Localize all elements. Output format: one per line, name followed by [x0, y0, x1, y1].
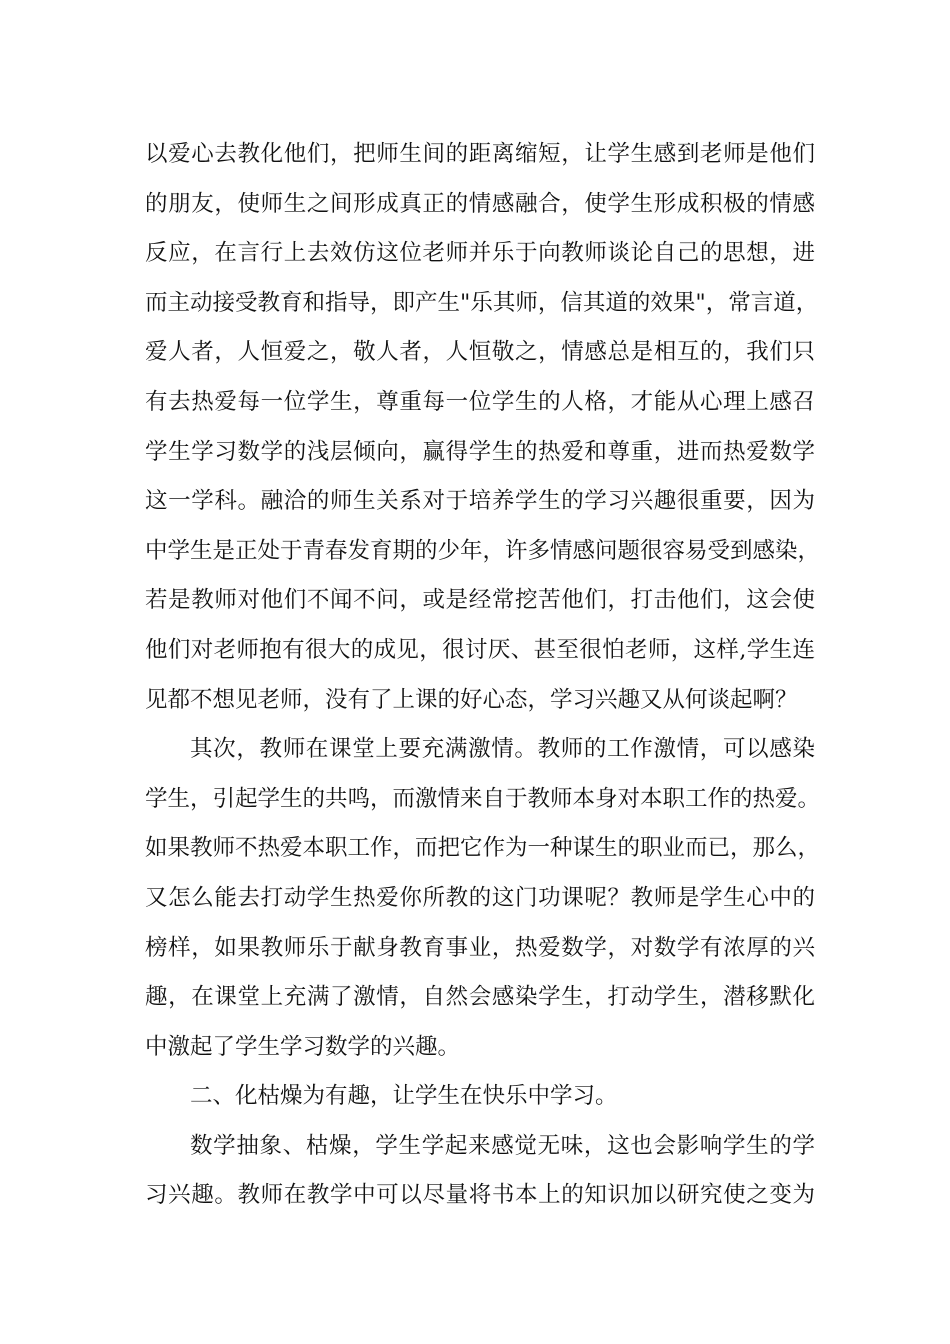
text-line: 二、化枯燥为有趣，让学生在快乐中学习。 — [190, 1083, 618, 1110]
text-line: 中激起了学生学习数学的兴趣。 — [145, 1033, 461, 1060]
body-text — [145, 130, 821, 1221]
text-line: 而主动接受教育和指导，即产生"乐其师，信其道的效果"，常言道， — [145, 289, 819, 316]
text-line: 以爱心去教化他们，把师生间的距离缩短，让学生感到老师是他们 — [145, 141, 815, 167]
text-line: 爱人者，人恒爱之，敬人者，人恒敬之，情感总是相互的，我们只 — [145, 339, 815, 366]
text-line: 榜样，如果教师乐于献身教育事业，热爱数学，对数学有浓厚的兴 — [145, 934, 815, 961]
text-line: 趣，在课堂上充满了激情，自然会感染学生，打动学生，潜移默化 — [145, 984, 815, 1011]
text-line: 见都不想见老师，没有了上课的好心态，学习兴趣又从何谈起啊？ — [145, 686, 798, 713]
text-line: 他们对老师抱有很大的成见，很讨厌、甚至很怕老师，这样,学生连 — [145, 636, 815, 663]
text-line: 又怎么能去打动学生热爱你所教的这门功课呢？教师是学生心中的 — [145, 884, 815, 911]
text-line: 若是教师对他们不闻不问，或是经常挖苦他们，打击他们，这会使 — [145, 587, 815, 614]
text-line: 这一学科。融洽的师生关系对于培养学生的学习兴趣很重要，因为 — [145, 488, 815, 515]
text-line: 如果教师不热爱本职工作，而把它作为一种谋生的职业而已，那么， — [145, 835, 821, 862]
text-line: 学生，引起学生的共鸣，而激情来自于教师本身对本职工作的热爱。 — [145, 785, 821, 812]
text-line: 反应，在言行上去效仿这位老师并乐于向教师谈论自己的思想，进 — [145, 240, 815, 267]
text-line: 有去热爱每一位学生，尊重每一位学生的人格，才能从心理上感召 — [145, 388, 815, 415]
text-line: 中学生是正处于青春发育期的少年，许多情感问题很容易受到感染， — [145, 537, 821, 564]
text-line: 的朋友，使师生之间形成真正的情感融合，使学生形成积极的情感 — [145, 190, 815, 217]
text-line: 习兴趣。教师在教学中可以尽量将书本上的知识加以研究使之变为 — [145, 1182, 815, 1209]
text-line: 数学抽象、枯燥，学生学起来感觉无味，这也会影响学生的学 — [190, 1132, 815, 1159]
text-line: 学生学习数学的浅层倾向，赢得学生的热爱和尊重，进而热爱数学 — [145, 438, 815, 465]
text-line: 其次，教师在课堂上要充满激情。教师的工作激情，可以感染 — [190, 736, 815, 763]
